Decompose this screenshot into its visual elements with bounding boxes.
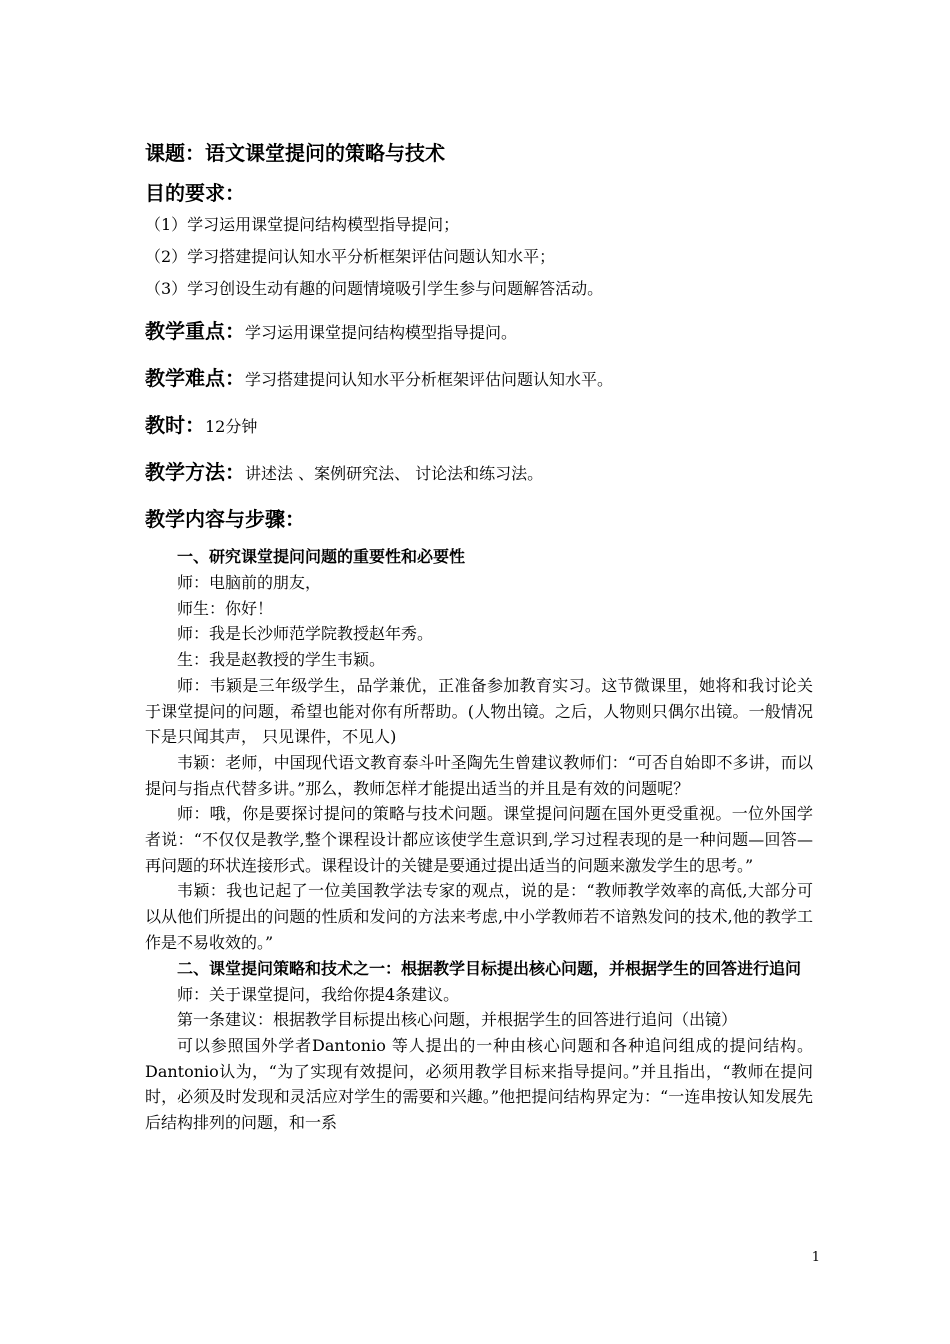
objective-item: （2）学习搭建提问认知水平分析框架评估问题认知水平； — [145, 247, 556, 266]
document-body — [145, 138, 813, 1136]
paragraph: 师：电脑前的朋友， — [177, 573, 322, 592]
methods — [145, 457, 813, 490]
content-heading: 教学内容与步骤： — [145, 507, 305, 531]
paragraph: 师：关于课堂提问，我给你提4条建议。 — [177, 984, 460, 1004]
paragraph: 韦颖：我也记起了一位美国教学法专家的观点，说的是：“教师教学效率的高低,大部分可以从他们所提出的问题的性质和发问的方法来考虑,中小学教师若不谙熟发问的技术,他的教学工作是不易收效的。” — [145, 881, 813, 952]
paragraph: 师生：你好！ — [177, 598, 274, 618]
paragraph: 师：哦，你是要探讨提问的策略与技术问题。课堂提问问题在国外更受重视。一位外国学者说：“不仅仅是教学,整个课程设计都应该使学生意识到,学习过程表现的是一种问题—回答—再问题的环状连接形式。课程设计的关键是要通过提出适当的问题来激发学生的思考。” — [145, 804, 813, 875]
methods-label: 教学方法： — [145, 460, 245, 484]
section-2-title: 二、课堂提问策略和技术之一：根据教学目标提出核心问题，并根据学生的回答进行追问 — [177, 958, 802, 978]
content-steps — [145, 544, 813, 1136]
objectives-heading: 目的要求： — [145, 181, 245, 205]
duration — [145, 410, 813, 443]
methods-value: 讲述法 、案例研究法、 讨论法和练习法。 — [245, 464, 544, 483]
paragraph: 师：我是长沙师范学院教授赵年秀。 — [177, 624, 434, 644]
duration-value: 12分钟 — [205, 417, 258, 436]
difficulty-label: 教学难点： — [145, 366, 245, 390]
section-1-title: 一、研究课堂提问问题的重要性和必要性 — [177, 547, 466, 566]
duration-label: 教时： — [145, 413, 205, 437]
key-point-value: 学习运用课堂提问结构模型指导提问。 — [245, 323, 518, 342]
key-point — [145, 316, 813, 349]
paragraph: 第一条建议：根据教学目标提出核心问题，并根据学生的回答进行追问（出镜） — [177, 1010, 738, 1030]
paragraph: 可以参照国外学者Dantonio 等人提出的一种由核心问题和各种追问组成的提问结构。Dantonio认为，“为了实现有效提问，必须用教学目标来指导提问。”并且指出，“教师在提问时，必须及时发现和灵活应对学生的需要和兴趣。”他把提问结构界定为：“一连串按认知发展先后结构排列的问题，和一系 — [145, 1035, 813, 1133]
paragraph: 韦颖：老师，中国现代语文教育泰斗叶圣陶先生曾建议教师们：“可否自始即不多讲，而以提问与指点代替多讲。”那么，教师怎样才能提出适当的并且是有效的问题呢？ — [145, 752, 813, 798]
key-point-label: 教学重点： — [145, 319, 245, 343]
objective-item: （1）学习运用课堂提问结构模型指导提问； — [145, 215, 460, 234]
paragraph: 生：我是赵教授的学生韦颖。 — [177, 650, 386, 670]
lesson-title: 课题：语文课堂提问的策略与技术 — [145, 141, 445, 165]
difficulty — [145, 363, 813, 396]
objective-item: （3）学习创设生动有趣的问题情境吸引学生参与问题解答活动。 — [145, 279, 604, 298]
paragraph: 师：韦颖是三年级学生，品学兼优，正准备参加教育实习。这节微课里，她将和我讨论关于课堂提问的问题，希望也能对你有所帮助。(人物出镜。之后，人物则只偶尔出镜。一般情况下是只闻其声， 只见课件，不见人) — [145, 675, 813, 747]
page-number: 1 — [811, 1250, 820, 1265]
difficulty-value: 学习搭建提问认知水平分析框架评估问题认知水平。 — [245, 370, 614, 389]
